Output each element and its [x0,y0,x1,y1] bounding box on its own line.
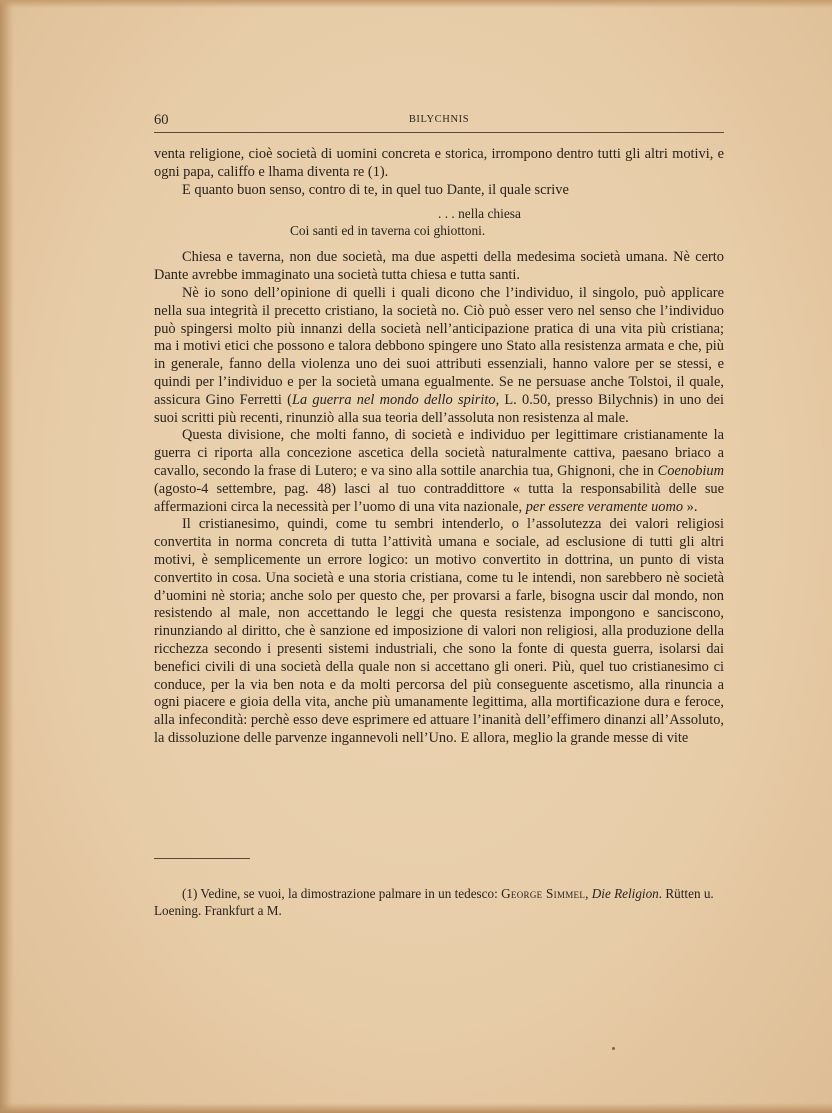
footnote [154,885,724,919]
page-edge-bottom [0,1103,832,1113]
verse-line-2: Coi santi ed in taverna coi ghiottoni. [290,223,486,239]
footnote-text-b: . Rütten u. Loening. Frankfurt a M. [154,886,714,918]
paragraph-4-book-title: La guerra nel mondo dello spirito [291,391,496,408]
paragraph-4 [154,285,724,427]
paragraph-5-text-a: Questa divisione, che molti fanno, di società e individuo per legittimare cristianamente la guerra ci riporta alla concezione ascetica della società naturalmente cattiva, paesano briaco a cavallo, secondo la frase di Lutero; e va sino alla sottile anarchia tua, Ghignoni, che in [154,427,724,479]
footnote-text-a: (1) Vedine, se vuoi, la dimostrazione palmare in un tedesco: [182,886,502,901]
footnote-book-title: Die Religion [591,886,659,901]
body-text [154,146,724,748]
verse-line-1: . . . nella chiesa [438,206,521,222]
page-edge-top [0,0,832,8]
page-header [154,110,724,133]
paragraph-5-italic-phrase: per essere veramente uomo [525,498,684,515]
footnote-author: George Simmel [501,886,586,901]
paragraph-5-journal-title: Coenobium [657,462,724,479]
paragraph-5-text-c: ». [683,498,698,515]
paragraph-6: Il cristianesimo, quindi, come tu sembri intenderlo, o l’assolutezza dei valori religiosi convertita in norma concreta di tutta l’attività umana e sociale, ad esclusione di tutti gli altri motivi, è semplicemente un errore logico: un motivo convertito in dottrina, un punto di vista convertito in cosa. Una società e una storia cristiana, come tu le intendi, non sarebbero nè società d’uomini nè storia; anche solo per questo che, per provarsi a farle, bisogna uscir dal mondo, non resistendo al male, non accettando le leggi che questa resistenza impongono e sanciscono, rinunziando al diritto, che è sanzione ed imposizione di valori non religiosi, alla produzione della ricchezza secondo i presenti sistemi industriali, che sono la fonte di questa guerra, isolarsi dai benefici civili di una società della quale non si accettano gli oneri. Più, quel tuo cristianesimo ci conduce, per la via ben nota e da molti percorsa del più conseguente ascetismo, alla rinuncia a ogni piacere e gioia della vita, anche più umanamente legittima, alla mortificazione dura e feroce, alla infecondità: perchè esso deve esprimere ed attuare l’inanità dell’effimero dinanzi all’Assoluto, la dissoluzione delle parvenze ingannevoli nell’Uno. E allora, meglio la grande messe di vite [154,516,724,746]
footnote-comma: , [585,886,592,901]
paragraph-5 [154,427,724,516]
verse-quote [154,205,724,239]
running-head: BILYCHNIS [408,114,470,125]
paragraph-3: Chiesa e taverna, non due società, ma due aspetti della medesima società umana. Nè certo Dante avrebbe immaginato una società tutta chiesa e tutta santi. [154,249,724,284]
paragraph-4-text-b: , L. 0.50, presso Bilychnis) in uno dei suoi scritti più recenti, rinunziò alla sua teoria dell’assoluta non resistenza al male. [154,391,724,426]
paragraph-5-text-b: (agosto-4 settembre, pag. 48) lasci al tuo contraddittore « tutta la responsabilità delle sue affermazioni circa la necessità per l’uomo di una vita nazionale, [154,480,724,515]
paragraph-2: E quanto buon senso, contro di te, in quel tuo Dante, il quale scrive [182,181,569,198]
ink-speck [612,1047,615,1050]
paragraph-4-text-a: Nè io sono dell’opinione di quelli i quali dicono che l’individuo, il singolo, può applicare nella sua integrità il precetto cristiano, la società no. Ciò può esser vero nel senso che l’individuo può spingersi molto più innanzi della società nell’anticipazione pratica di una vita più cristiana; ma i motivi etici che possono e talora debbono spingere uno Stato alla resistenza armata e che, più in generale, fanno della violenza uno dei suoi attributi essenziali, hanno valore per se stessi, e quindi per l’individuo e per la società umana egualmente. Se ne persuase anche Tolstoi, il quale, assicura Gino Ferretti ( [154,284,724,408]
page-edge-left [0,0,14,1113]
page-number: 60 [154,112,169,128]
paragraph-1: venta religione, cioè società di uomini concreta e storica, irrompono dentro tutti gli altri motivi, e ogni papa, califfo e lhama diventa re (1). [154,146,724,180]
footnote-rule [154,858,250,859]
